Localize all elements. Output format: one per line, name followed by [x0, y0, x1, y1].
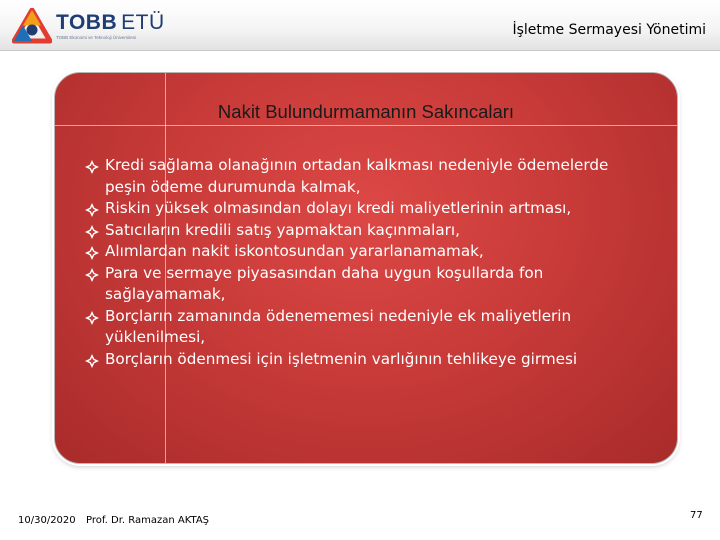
diamond-bullet-icon: [85, 353, 99, 367]
decorative-horizontal-line: [55, 125, 677, 126]
logo-wordmark: [56, 11, 165, 35]
presentation-title: İşletme Sermayesi Yönetimi: [512, 22, 706, 38]
diamond-bullet-icon: [85, 245, 99, 259]
footer-date: 10/30/2020: [18, 515, 76, 526]
bullet-item: [83, 220, 663, 242]
logo-subtitle: TOBB Ekonomi ve Teknoloji Üniversitesi: [56, 35, 137, 40]
logo-text-tobb: TOBB: [56, 11, 118, 34]
bullet-item: [83, 155, 663, 198]
bullet-text-line: Kredi sağlama olanağının ortadan kalkması nedeniyle ödemelerde: [105, 156, 609, 174]
logo-mark-icon: [12, 8, 52, 44]
bullet-text-line: Para ve sermaye piyasasından daha uygun koşullarda fon: [105, 263, 544, 282]
logo-text-etu: ETÜ: [121, 11, 165, 34]
bullet-text-line: Borçların ödenmesi için işletmenin varlığının tehlikeye girmesi: [105, 349, 578, 368]
footer-author: Prof. Dr. Ramazan AKTAŞ: [86, 515, 210, 526]
bullet-text-line: sağlayamamak,: [105, 285, 226, 303]
bullet-text-line: Alımlardan nakit iskontosundan yararlanamamak,: [105, 242, 484, 260]
bullet-item: [83, 349, 663, 371]
content-card: [54, 72, 678, 464]
diamond-bullet-icon: [85, 224, 99, 238]
bullet-item: [83, 263, 663, 306]
bullet-item: [83, 306, 663, 349]
diamond-bullet-icon: [85, 310, 99, 324]
bullet-item: [83, 241, 663, 263]
header-bar: [0, 0, 720, 51]
bullet-text-line: Riskin yüksek olmasından dolayı kredi maliyetlerinin artması,: [105, 199, 572, 217]
diamond-bullet-icon: [85, 202, 99, 216]
bullet-text-line: peşin ödeme durumunda kalmak,: [105, 177, 361, 196]
bullet-text-line: yüklenilmesi,: [105, 328, 206, 346]
slide-title: Nakit Bulundurmamanın Sakıncaları: [217, 101, 515, 122]
bullet-text-line: Satıcıların kredili satış yapmaktan kaçınmaları,: [105, 220, 460, 239]
bullet-list: [83, 155, 663, 370]
page-number: 77: [690, 510, 703, 521]
diamond-bullet-icon: [85, 267, 99, 281]
bullet-item: [83, 198, 663, 220]
tobb-etu-logo: [12, 8, 172, 44]
bullet-text-line: Borçların zamanında ödenememesi nedeniyle ek maliyetlerin: [105, 306, 572, 325]
diamond-bullet-icon: [85, 159, 99, 173]
